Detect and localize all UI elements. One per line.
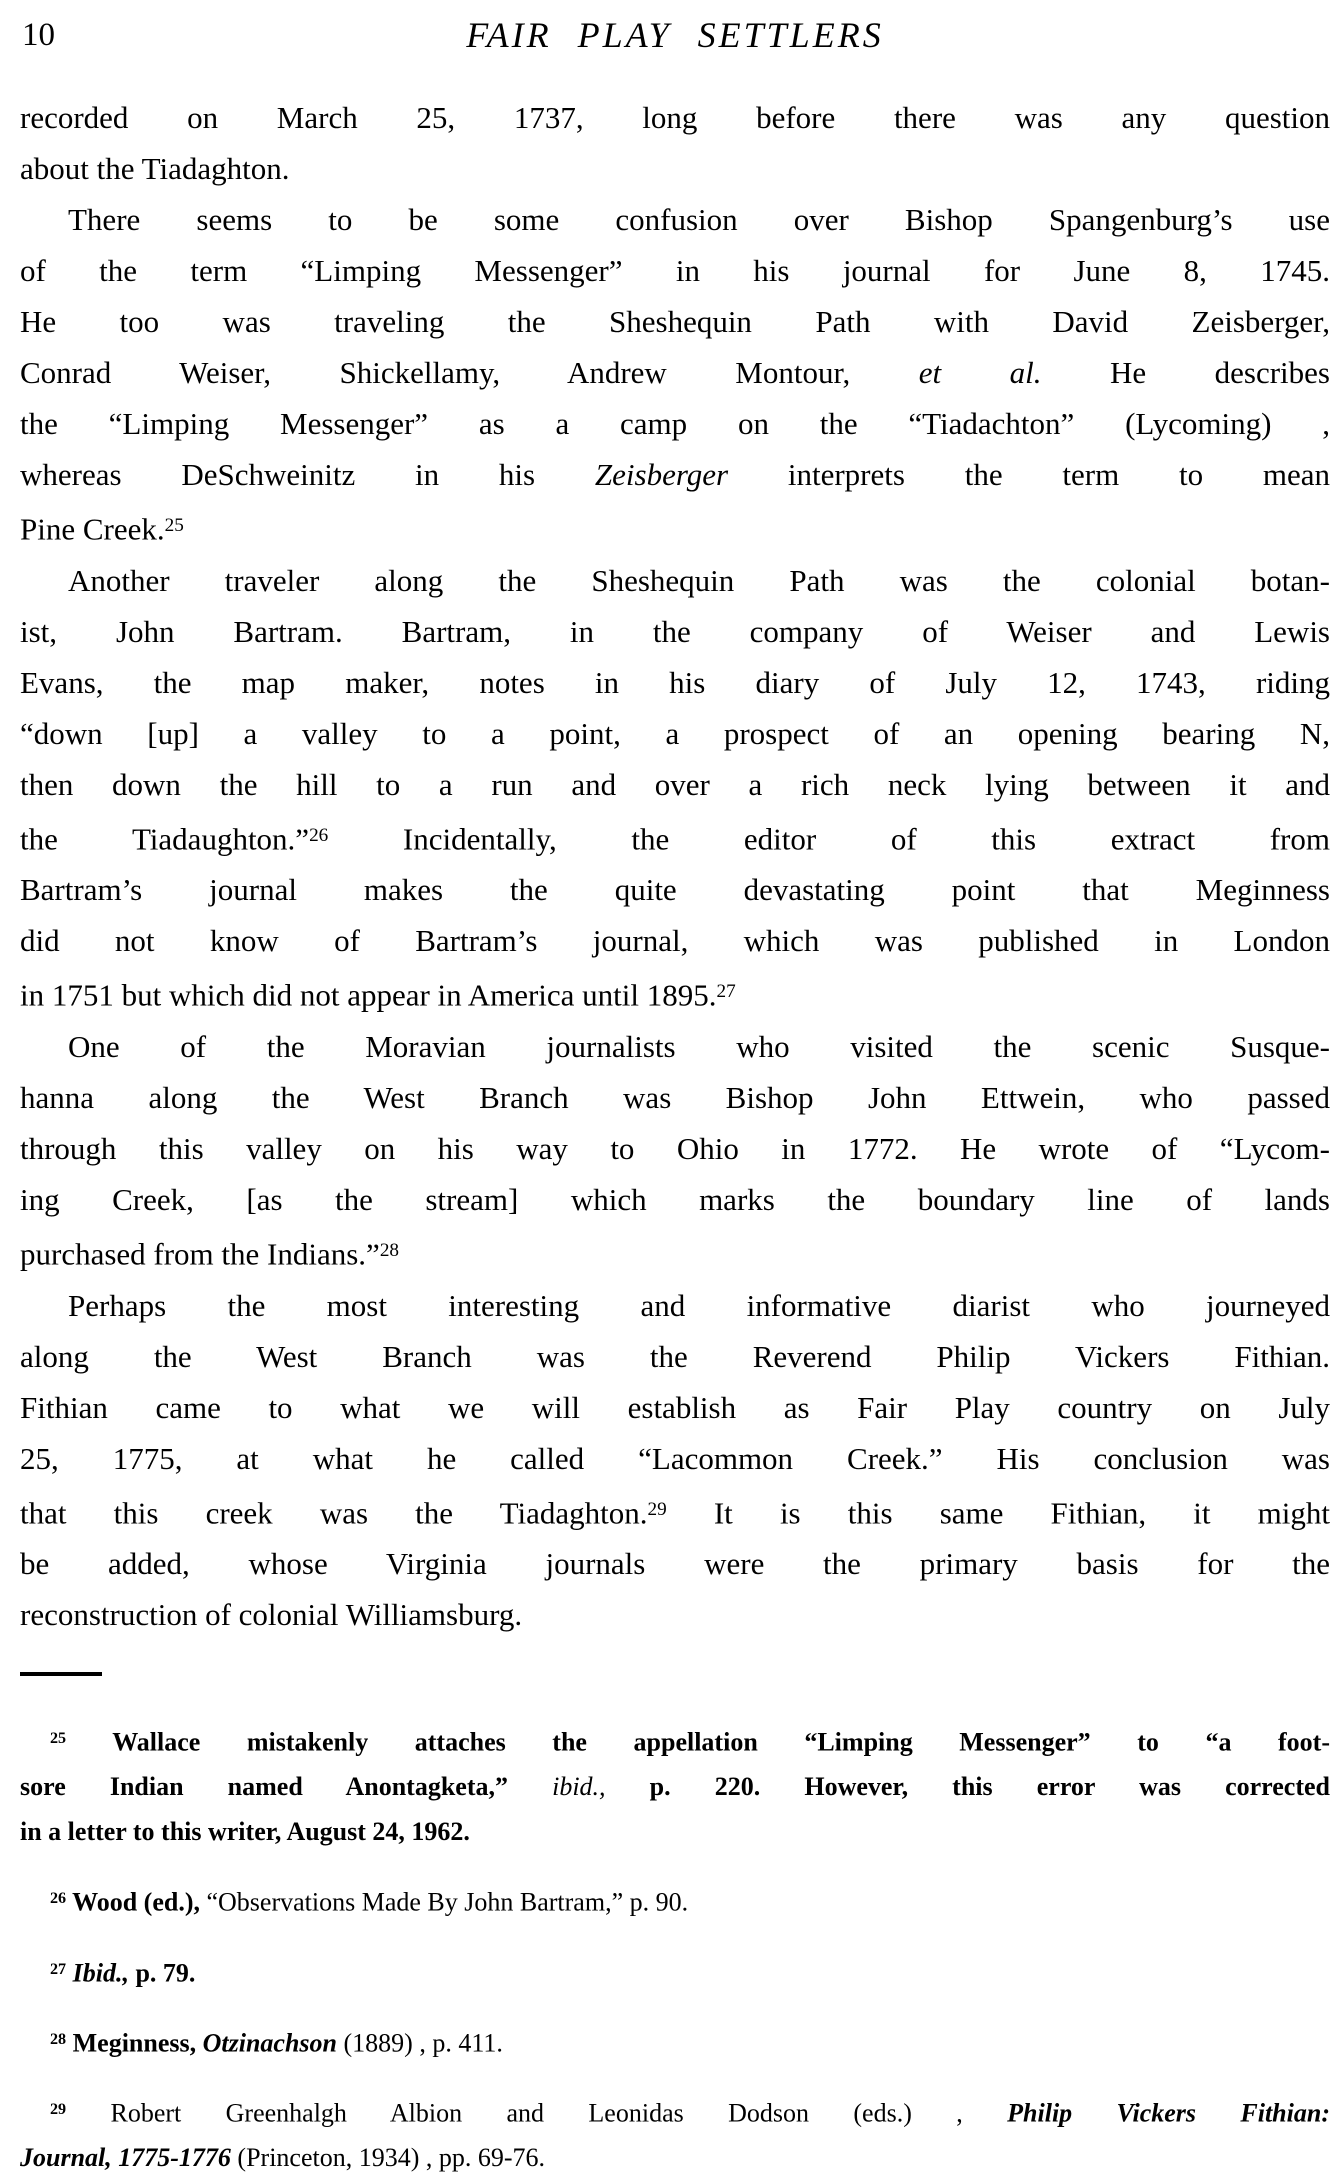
text-segment: in 1751 but which did not appear in America until 1895. xyxy=(20,977,717,1013)
footnote-item xyxy=(20,1947,1330,1995)
text-segment: Meginness, xyxy=(66,2028,203,2058)
page-header xyxy=(20,12,1330,58)
text-segment: et al. xyxy=(918,355,1042,390)
text-segment: There seems to be some confusion over Bishop Spangenburg’s use xyxy=(68,202,1330,237)
text-line xyxy=(20,194,1330,245)
page-number: 10 xyxy=(22,17,55,53)
text-line xyxy=(20,1382,1330,1433)
text-segment: (1889) , p. 411. xyxy=(337,2028,503,2058)
text-segment: Robert Greenhalgh Albion and Leonidas Dodson (eds.) , xyxy=(66,2098,1008,2128)
text-segment: then down the hill to a run and over a rich neck lying between it and xyxy=(20,766,1330,802)
text-segment: Wood (ed.), xyxy=(66,1887,207,1917)
body-text xyxy=(20,92,1330,1640)
footnote-item xyxy=(20,2017,1330,2065)
text-segment: about the Tiadaghton. xyxy=(20,151,290,186)
text-segment: Incidentally, the editor of this extract from xyxy=(328,821,1330,857)
footnotes-list xyxy=(20,1716,1330,2180)
text-line xyxy=(20,1538,1330,1589)
footnote-ref: 25 xyxy=(164,515,184,536)
text-segment: through this valley on his way to Ohio in 1772. He wrote of “Lycom- xyxy=(20,1130,1330,1166)
body-paragraph xyxy=(20,1280,1330,1641)
text-segment: Journal, 1775-1776 xyxy=(20,2143,231,2173)
footnote-rule xyxy=(20,1672,102,1676)
footnote-item xyxy=(20,1716,1330,1854)
text-segment: the “Limping Messenger” as a camp on the “Tiadachton” (Lycoming) , xyxy=(20,406,1330,441)
footnote-item xyxy=(20,2087,1330,2180)
text-line xyxy=(20,864,1330,915)
footnote-item xyxy=(20,1876,1330,1924)
text-segment: “down [up] a valley to a point, a prospect of an opening bearing N, xyxy=(20,715,1330,751)
text-line xyxy=(20,1764,1330,1809)
text-line xyxy=(20,1331,1330,1382)
body-paragraph xyxy=(20,92,1330,194)
text-line xyxy=(20,657,1330,708)
text-line xyxy=(20,245,1330,296)
text-line xyxy=(20,1174,1330,1225)
text-line xyxy=(20,398,1330,449)
body-paragraph xyxy=(20,194,1330,555)
text-segment: Perhaps the most interesting and informative diarist who journeyed xyxy=(68,1287,1330,1323)
footnote-ref: 28 xyxy=(379,1239,400,1261)
text-line xyxy=(20,606,1330,657)
text-line xyxy=(20,759,1330,810)
text-line xyxy=(20,1484,1330,1539)
text-segment: Bartram’s journal makes the quite devastating point that Meginness xyxy=(20,872,1330,908)
text-line xyxy=(20,1072,1330,1123)
text-segment: (Princeton, 1934) , pp. 69-76. xyxy=(230,2143,546,2173)
text-line xyxy=(20,1123,1330,1174)
footnote-ref: 25 xyxy=(50,1730,67,1748)
body-paragraph xyxy=(20,555,1330,1021)
running-title: FAIR PLAY SETTLERS xyxy=(466,15,884,55)
text-segment: whereas DeSchweinitz in his xyxy=(20,457,595,492)
text-line xyxy=(20,1876,1330,1924)
footnote-ref: 29 xyxy=(50,2101,67,2119)
text-line xyxy=(20,1716,1330,1764)
text-segment: along the West Branch was the Reverend Philip Vickers Fithian. xyxy=(20,1338,1330,1374)
text-segment: Wallace mistakenly attaches the appellation “Limping Messenger” to “a foot- xyxy=(66,1727,1330,1757)
footnote-ref: 26 xyxy=(309,824,329,846)
text-segment: One of the Moravian journalists who visited the scenic Susque- xyxy=(68,1028,1330,1064)
text-segment: sore Indian named Anontagketa,” xyxy=(20,1772,553,1802)
footnote-ref: 29 xyxy=(647,1498,667,1520)
text-line xyxy=(20,1225,1330,1280)
footnote-ref: 26 xyxy=(50,1890,67,1908)
text-line xyxy=(20,966,1330,1021)
text-segment: reconstruction of colonial Williamsburg. xyxy=(20,1597,523,1633)
text-segment: Pine Creek. xyxy=(20,511,165,547)
text-segment: interprets the term to mean xyxy=(728,457,1331,492)
text-line xyxy=(20,1947,1330,1995)
text-segment: recorded on March 25, 1737, long before there was any question xyxy=(20,100,1330,135)
text-segment: in a letter to this writer, August 24, 1962. xyxy=(20,1817,470,1847)
text-segment: Another traveler along the Sheshequin Path was the colonial botan- xyxy=(68,562,1330,598)
text-segment: that this creek was the Tiadaghton. xyxy=(20,1495,648,1531)
text-segment: p. 220. However, this error was corrected xyxy=(605,1772,1330,1802)
text-line xyxy=(20,296,1330,347)
text-segment: ibid., xyxy=(552,1772,606,1802)
text-segment: the Tiadaughton.” xyxy=(20,821,310,857)
text-line xyxy=(20,1280,1330,1331)
text-line xyxy=(20,449,1330,500)
text-line xyxy=(20,143,1330,194)
text-line xyxy=(20,1021,1330,1072)
text-segment: He too was traveling the Sheshequin Path with David Zeisberger, xyxy=(20,304,1330,339)
text-line xyxy=(20,347,1330,398)
text-segment: It is this same Fithian, it might xyxy=(666,1495,1331,1531)
text-line xyxy=(20,810,1330,865)
text-segment: Ibid., xyxy=(72,1957,129,1987)
text-segment: Conrad Weiser, Shickellamy, Andrew Montour, xyxy=(20,355,919,390)
text-segment: of the term “Limping Messenger” in his journal for June 8, 1745. xyxy=(20,253,1330,288)
text-line xyxy=(20,2017,1330,2065)
text-segment: ing Creek, [as the stream] which marks the boundary line of lands xyxy=(20,1181,1330,1217)
text-line xyxy=(20,2135,1330,2180)
footnote-ref: 28 xyxy=(50,2030,67,2048)
text-segment: p. 79. xyxy=(128,1957,196,1987)
text-segment: Fithian came to what we will establish as Fair Play country on July xyxy=(20,1389,1330,1425)
text-segment: Zeisberger xyxy=(594,457,729,492)
text-line xyxy=(20,708,1330,759)
text-line xyxy=(20,1433,1330,1484)
text-line xyxy=(20,500,1330,555)
body-paragraph xyxy=(20,1021,1330,1280)
text-line xyxy=(20,915,1330,966)
text-line xyxy=(20,1589,1330,1640)
text-segment: Philip Vickers Fithian: xyxy=(1007,2098,1330,2128)
text-segment: Otzinachson xyxy=(202,2028,337,2058)
text-segment: did not know of Bartram’s journal, which was published in London xyxy=(20,923,1330,959)
text-segment: Evans, the map maker, notes in his diary of July 12, 1743, riding xyxy=(20,664,1330,700)
text-segment: “Observations Made By John Bartram,” p. 90. xyxy=(206,1887,689,1917)
text-segment: purchased from the Indians.” xyxy=(20,1236,380,1272)
text-segment: 25, 1775, at what he called “Lacommon Creek.” His conclusion was xyxy=(20,1440,1330,1476)
text-segment: ist, John Bartram. Bartram, in the company of Weiser and Lewis xyxy=(20,613,1330,649)
footnote-ref: 27 xyxy=(50,1960,67,1978)
text-line xyxy=(20,555,1330,606)
text-line xyxy=(20,2087,1330,2135)
text-segment: hanna along the West Branch was Bishop John Ettwein, who passed xyxy=(20,1079,1330,1115)
text-segment: He describes xyxy=(1041,355,1330,390)
text-segment: be added, whose Virginia journals were the primary basis for the xyxy=(20,1546,1330,1582)
text-line xyxy=(20,92,1330,143)
footnote-ref: 27 xyxy=(716,981,736,1003)
text-line xyxy=(20,1809,1330,1854)
